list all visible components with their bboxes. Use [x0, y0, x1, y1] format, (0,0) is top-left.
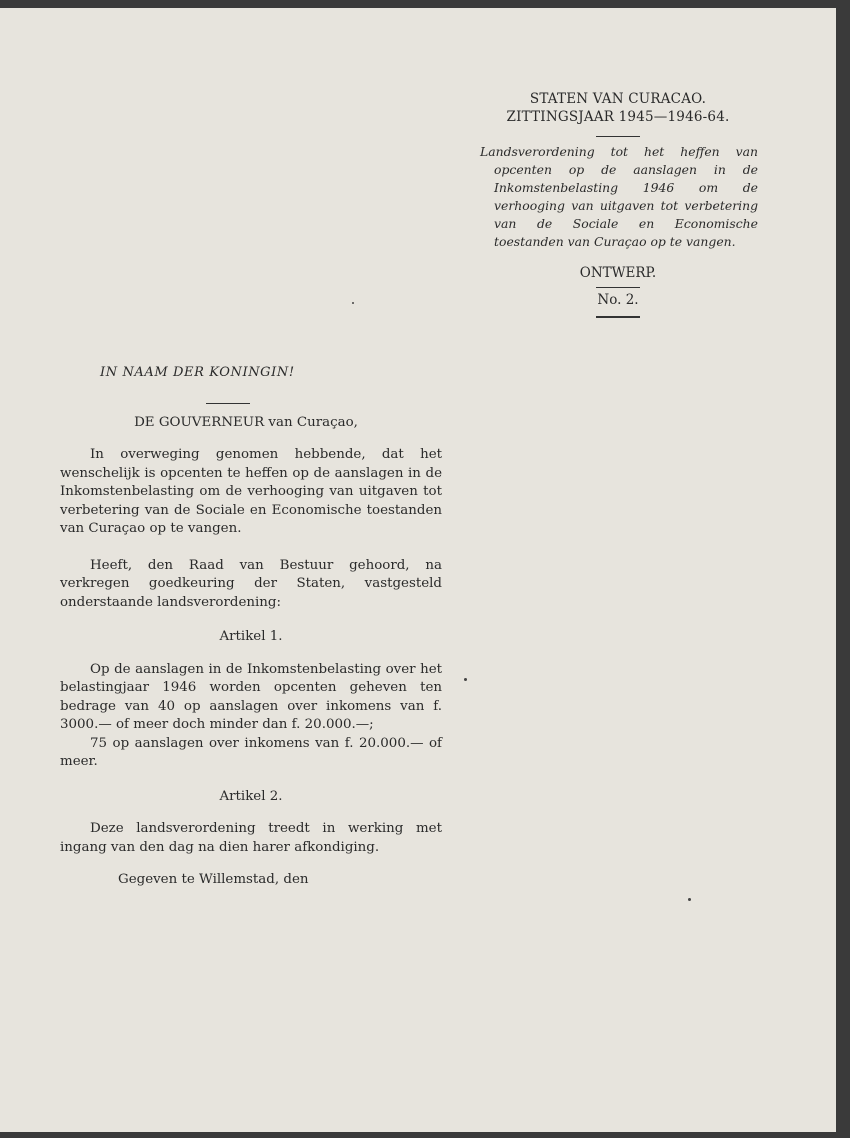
draft-number: No. 2. — [597, 292, 639, 309]
draft-divider — [596, 287, 640, 288]
signoff-line: Gegeven te Willemstad, den — [118, 872, 309, 888]
document-body — [60, 364, 442, 890]
paper-speck — [464, 678, 467, 681]
paper-speck — [352, 302, 354, 304]
header-divider — [596, 136, 640, 137]
invocation: IN NAAM DER KONINGIN! — [100, 365, 295, 380]
article-1-heading: Artikel 1. — [219, 629, 283, 645]
consideration-paragraph: In overweging genomen hebbende, dat het wenschelijk is opcenten te heffen op de aanslagen in de Inkomstenbelasting om de verhooging van uitgaven tot verbetering van de Sociale en Economische toestanden van Curaçao op te vangen. — [60, 447, 442, 537]
header-subject: Landsverordening tot het heffen van opcenten op de aanslagen in de Inkomstenbelasting 1946 om de verhooging van uitgaven tot verbetering van de Sociale en Economische toestanden van Curaçao op te vangen. — [480, 144, 758, 250]
article-1-text-continued: 75 op aanslagen over inkomens van f. 20.000.— of meer. — [60, 735, 442, 770]
draft-label: ONTWERP. — [579, 265, 657, 282]
header-session-year: ZITTINGSJAAR 1945—1946-64. — [506, 109, 730, 125]
number-divider — [596, 316, 640, 317]
article-2-heading: Artikel 2. — [219, 788, 283, 804]
paper-speck — [688, 898, 691, 901]
article-1-text: Op de aanslagen in de Inkomstenbelasting over het belastingjaar 1946 worden opcenten geheven ten bedrage van 40 op aanslagen over inkomens van f. 3000.— of meer doch minder dan f. 20.000.—; — [60, 661, 442, 733]
header-institution: STATEN VAN CURACAO. — [529, 91, 707, 107]
invocation-divider — [206, 403, 250, 404]
governor-line: DE GOUVERNEUR van Curaçao, — [134, 414, 358, 430]
document-page — [0, 8, 836, 1132]
article-2-text: Deze landsverordening treedt in werking met ingang van den dag na dien harer afkondiging. — [60, 821, 442, 855]
document-header — [478, 90, 758, 318]
enactment-paragraph: Heeft, den Raad van Bestuur gehoord, na verkregen goedkeuring der Staten, vastgesteld onderstaande landsverordening: — [60, 557, 442, 610]
